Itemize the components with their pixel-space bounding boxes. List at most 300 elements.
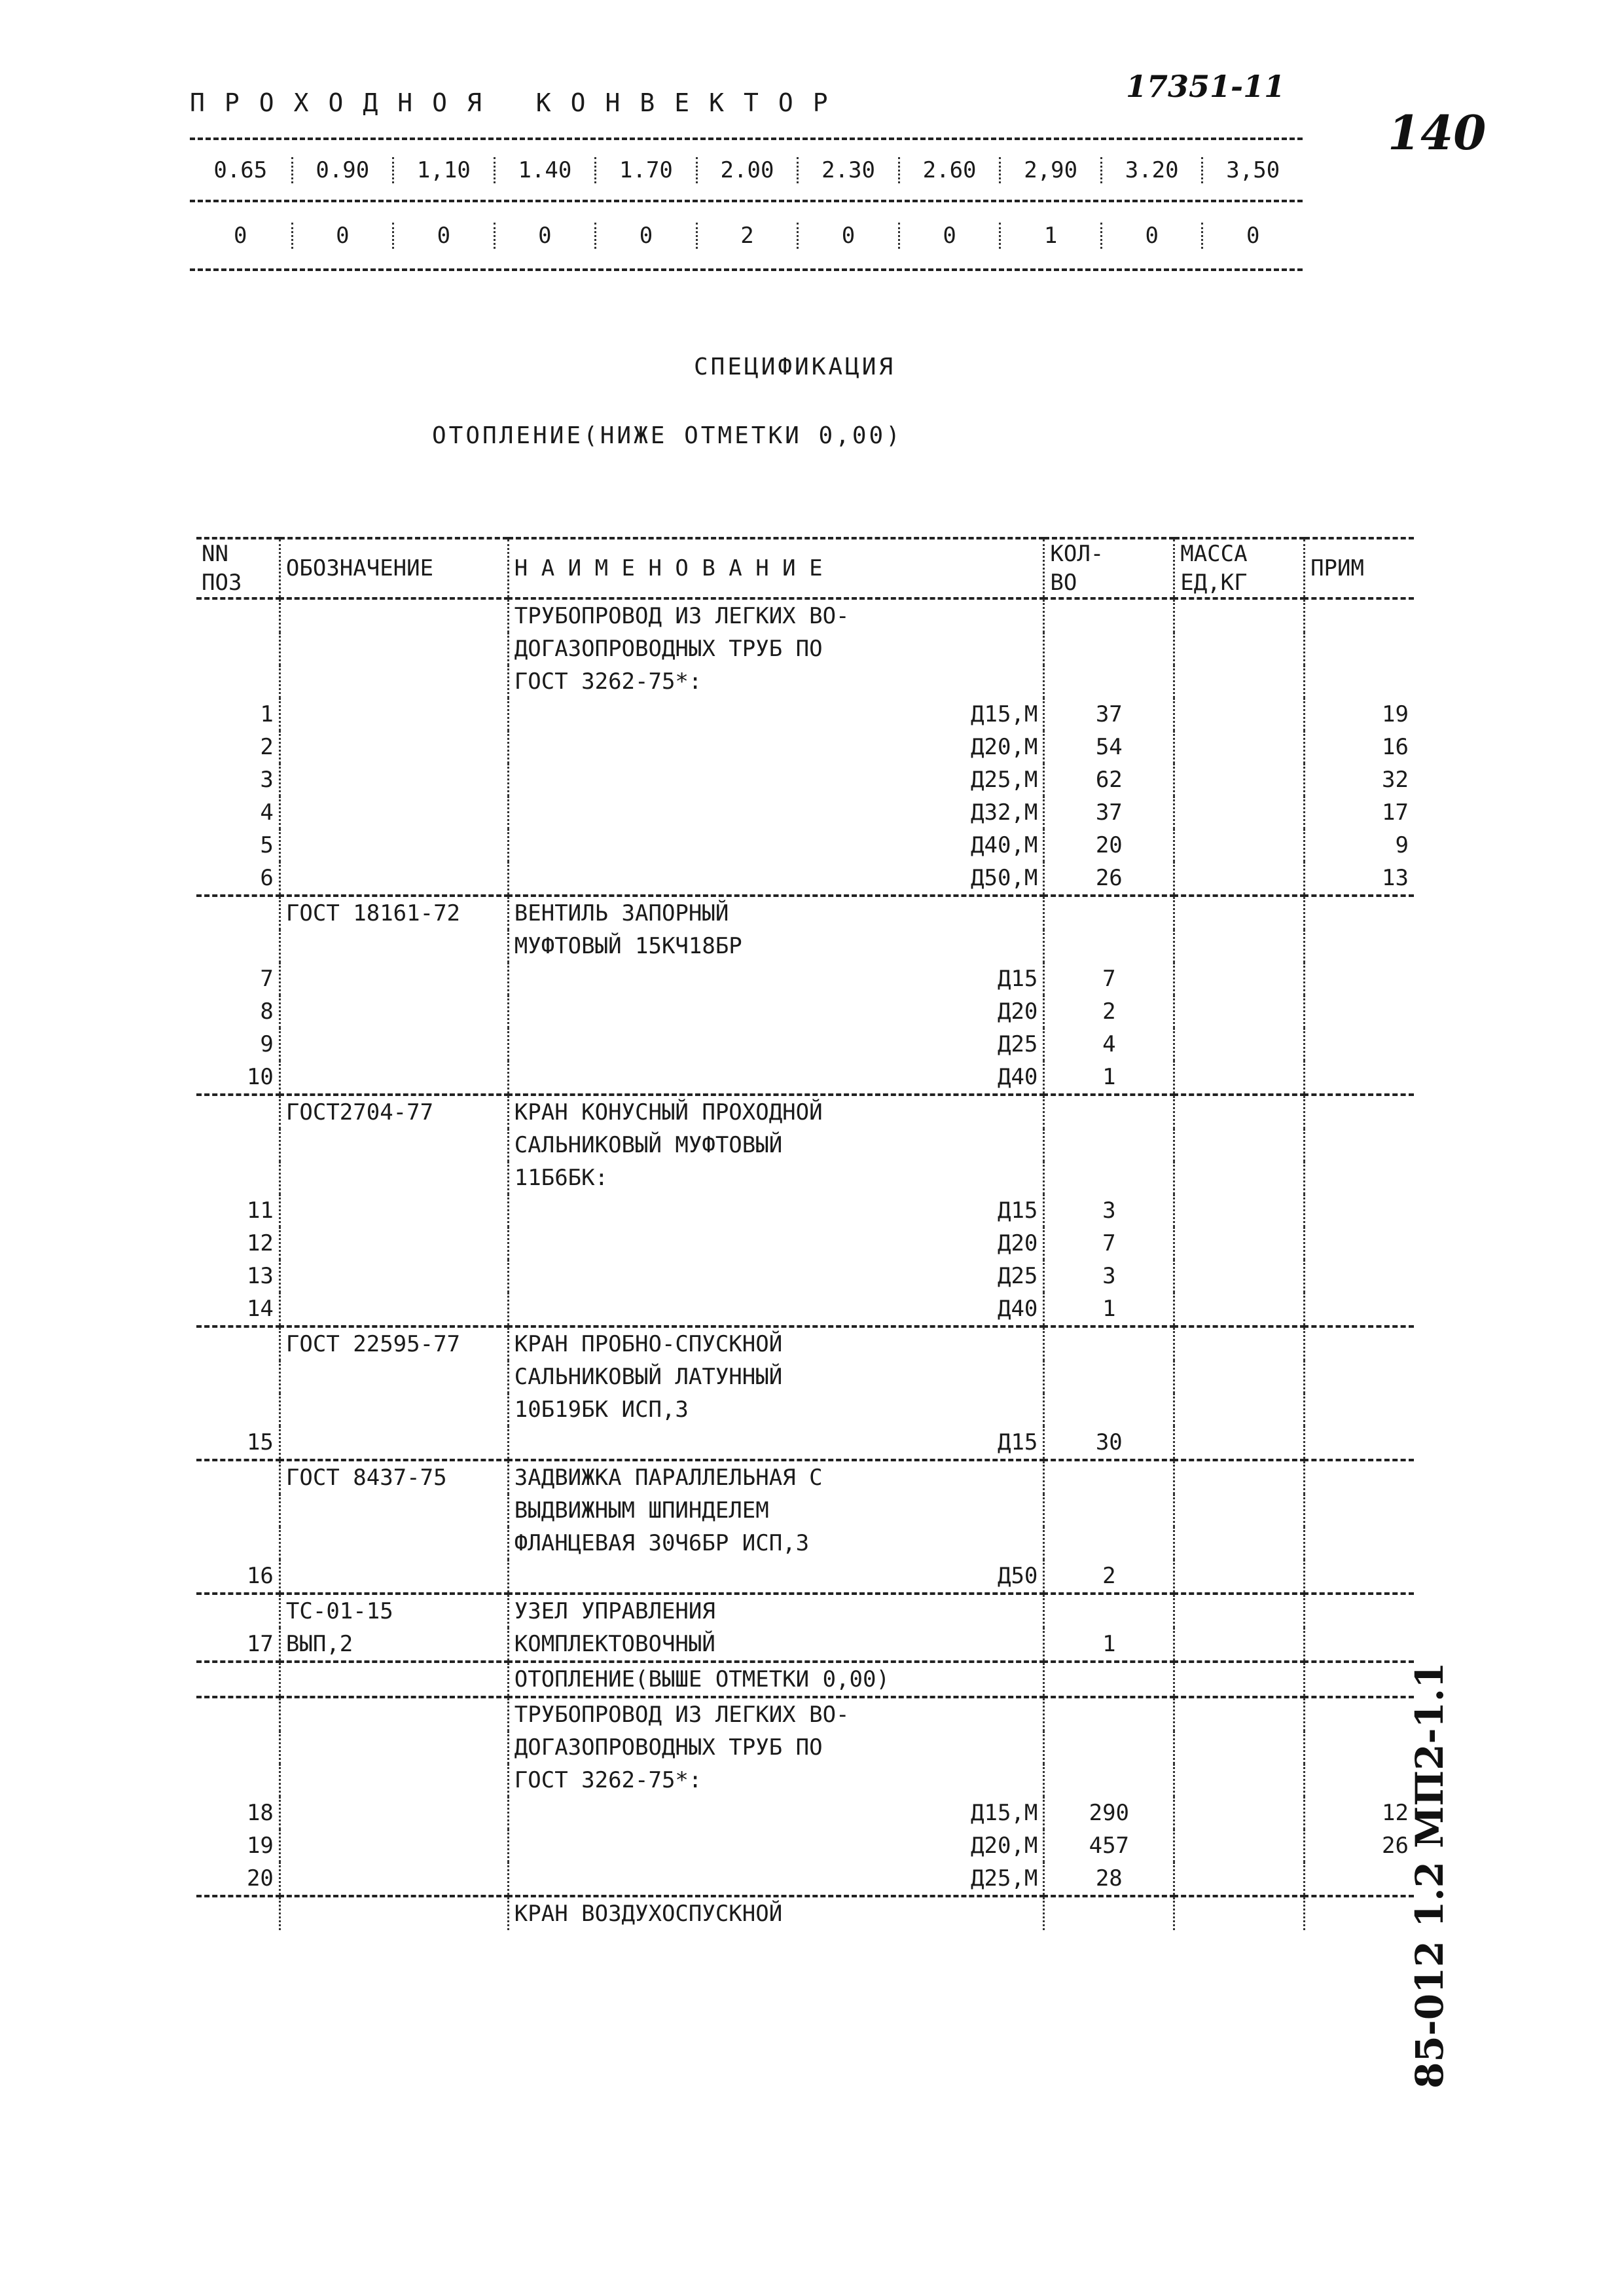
cell-designation: [280, 1663, 508, 1697]
cell-note: [1305, 1426, 1414, 1460]
header-mass: МАССА ЕД,КГ: [1174, 539, 1305, 598]
cell-qty: 37: [1044, 698, 1174, 731]
cell-designation: [280, 665, 508, 698]
cell-qty: [1044, 665, 1174, 698]
cell-pos: 15: [246, 1429, 274, 1455]
cell-pos: [196, 632, 280, 665]
cell-name: [508, 1862, 1044, 1896]
cell-name: [508, 1292, 1044, 1326]
cell-pos: 11: [246, 1197, 274, 1224]
cell-mass: [1174, 632, 1305, 665]
cell-qty: 7: [1044, 1227, 1174, 1260]
cell-name: КРАН КОНУСНЫЙ ПРОХОДНОЙ: [508, 1096, 1044, 1129]
cell-pos: [196, 1096, 280, 1129]
cell-mass: [1174, 1731, 1305, 1764]
cell-designation: [280, 1361, 508, 1393]
table-row: [196, 1797, 1414, 1829]
table-row: [196, 1028, 1414, 1061]
cell-pos: 10: [246, 1064, 274, 1090]
cell-note: [1305, 1028, 1414, 1061]
cell-pos: 9: [260, 1031, 274, 1057]
cell-qty: 37: [1044, 796, 1174, 829]
cell-mass: [1174, 1829, 1305, 1862]
cell-mass: [1174, 1061, 1305, 1095]
cell-name: [508, 1829, 1044, 1862]
table-row: [196, 796, 1414, 829]
convector-size: 1.40: [494, 157, 595, 183]
cell-note: [1305, 1731, 1414, 1764]
cell-qty: 3: [1044, 1194, 1174, 1227]
cell-designation: [280, 731, 508, 763]
cell-note: [1305, 1361, 1414, 1393]
cell-designation: [280, 930, 508, 962]
cell-note: 17: [1305, 796, 1414, 829]
table-row: [196, 600, 1414, 632]
header-designation: ОБОЗНАЧЕНИЕ: [280, 539, 508, 598]
cell-note: [1305, 1764, 1414, 1797]
cell-designation: [280, 1494, 508, 1527]
cell-pos: [196, 897, 280, 930]
cell-qty: 20: [1044, 829, 1174, 862]
cell-pos: [196, 600, 280, 632]
cell-designation: ГОСТ 18161-72: [280, 897, 508, 930]
table-row: [196, 862, 1414, 896]
cell-mass: [1174, 962, 1305, 995]
cell-name: [508, 796, 1044, 829]
cell-mass: [1174, 829, 1305, 862]
cell-designation: [280, 1129, 508, 1161]
cell-designation: [280, 1061, 508, 1095]
cell-mass: [1174, 600, 1305, 632]
cell-qty: [1044, 1764, 1174, 1797]
cell-designation: [280, 1260, 508, 1292]
cell-mass: [1174, 862, 1305, 896]
convector-size: 2.60: [898, 157, 1000, 183]
cell-designation: [280, 1527, 508, 1560]
cell-mass: [1174, 1292, 1305, 1326]
cell-note: [1305, 1461, 1414, 1494]
cell-name: ГОСТ 3262-75*:: [508, 665, 1044, 698]
cell-qty: [1044, 1663, 1174, 1697]
cell-note: [1305, 1663, 1414, 1697]
table-row: [196, 1361, 1414, 1393]
convector-size: 0.65: [213, 157, 268, 183]
cell-qty: [1044, 1361, 1174, 1393]
cell-note: 32: [1305, 763, 1414, 796]
cell-designation: ГОСТ 8437-75: [280, 1461, 508, 1494]
cell-name: ДОГАЗОПРОВОДНЫХ ТРУБ ПО: [508, 632, 1044, 665]
cell-qty: [1044, 930, 1174, 962]
cell-designation: [280, 1028, 508, 1061]
table-row: [196, 1061, 1414, 1095]
cell-mass: [1174, 1426, 1305, 1460]
cell-mass: [1174, 1663, 1305, 1697]
cell-note: [1305, 1292, 1414, 1326]
cell-pos: [196, 1731, 280, 1764]
cell-mass: [1174, 665, 1305, 698]
cell-mass: [1174, 1862, 1305, 1896]
cell-note: 13: [1305, 862, 1414, 896]
cell-qty: 290: [1044, 1797, 1174, 1829]
cell-name: [508, 763, 1044, 796]
cell-note: [1305, 1595, 1414, 1628]
convector-count: 0: [797, 223, 898, 249]
cell-pos: [196, 930, 280, 962]
item-size: Д50: [997, 1563, 1038, 1589]
cell-designation: ГОСТ2704-77: [280, 1096, 508, 1129]
table-row: [196, 698, 1414, 731]
convector-size: 1,10: [392, 157, 494, 183]
cell-qty: 54: [1044, 731, 1174, 763]
item-size: Д15: [997, 1197, 1038, 1224]
item-size: Д25,М: [971, 767, 1038, 793]
cell-qty: 62: [1044, 763, 1174, 796]
cell-note: [1305, 930, 1414, 962]
cell-qty: 2: [1044, 995, 1174, 1028]
document-stamp: 85-012 1.2 МП2-1.1: [1407, 1662, 1452, 2089]
cell-name: САЛЬНИКОВЫЙ ЛАТУННЫЙ: [508, 1361, 1044, 1393]
cell-note: [1305, 1628, 1414, 1662]
cell-note: [1305, 1494, 1414, 1527]
cell-name: ЗАДВИЖКА ПАРАЛЛЕЛЬНАЯ С: [508, 1461, 1044, 1494]
table-row: [196, 1595, 1414, 1628]
convector-count: 0: [594, 223, 696, 249]
cell-name: КОМПЛЕКТОВОЧНЫЙ: [508, 1628, 1044, 1662]
cell-note: [1305, 1194, 1414, 1227]
cell-designation: [280, 1161, 508, 1194]
cell-designation: [280, 1426, 508, 1460]
table-row: [196, 1698, 1414, 1731]
table-row: [196, 1494, 1414, 1527]
cell-note: [1305, 1161, 1414, 1194]
convector-size: 3.20: [1100, 157, 1202, 183]
cell-pos: [196, 1698, 280, 1731]
convector-count: 0: [494, 223, 595, 249]
cell-name: ОТОПЛЕНИЕ(ВЫШЕ ОТМЕТКИ 0,00): [508, 1663, 1044, 1697]
cell-pos: [196, 1393, 280, 1426]
cell-note: [1305, 1393, 1414, 1426]
cell-name: [508, 698, 1044, 731]
header-pos: NN ПОЗ: [202, 541, 242, 596]
cell-qty: [1044, 632, 1174, 665]
cell-pos: 14: [246, 1296, 274, 1322]
cell-name: ГОСТ 3262-75*:: [508, 1764, 1044, 1797]
cell-mass: [1174, 1494, 1305, 1527]
cell-designation: ВЫП,2: [280, 1628, 508, 1662]
convector-count: 0: [392, 223, 494, 249]
cell-name: [508, 995, 1044, 1028]
convector-count: 0: [234, 223, 247, 249]
cell-mass: [1174, 796, 1305, 829]
cell-note: 16: [1305, 731, 1414, 763]
cell-name: УЗЕЛ УПРАВЛЕНИЯ: [508, 1595, 1044, 1628]
cell-qty: 457: [1044, 1829, 1174, 1862]
cell-pos: [196, 1527, 280, 1560]
table-row: [196, 1862, 1414, 1896]
item-size: Д20,М: [971, 734, 1038, 760]
cell-note: [1305, 1698, 1414, 1731]
cell-mass: [1174, 731, 1305, 763]
cell-pos: 16: [246, 1563, 274, 1589]
cell-designation: [280, 1862, 508, 1896]
header-note: ПРИМ: [1305, 539, 1414, 598]
cell-qty: [1044, 1698, 1174, 1731]
cell-name: КРАН ПРОБНО-СПУСКНОЙ: [508, 1328, 1044, 1361]
cell-pos: 13: [246, 1263, 274, 1289]
table-row: [196, 1829, 1414, 1862]
cell-note: [1305, 1129, 1414, 1161]
cell-pos: 1: [260, 701, 274, 727]
cell-mass: [1174, 930, 1305, 962]
cell-qty: 4: [1044, 1028, 1174, 1061]
item-size: Д25,М: [971, 1865, 1038, 1892]
cell-note: [1305, 1897, 1414, 1930]
cell-name: [508, 962, 1044, 995]
cell-designation: [280, 1194, 508, 1227]
cell-qty: 1: [1044, 1628, 1174, 1662]
cell-mass: [1174, 1328, 1305, 1361]
cell-name: [508, 1797, 1044, 1829]
cell-note: [1305, 1862, 1414, 1896]
table-row: [196, 1129, 1414, 1161]
cell-mass: [1174, 1393, 1305, 1426]
cell-mass: [1174, 1897, 1305, 1930]
table-row: [196, 1227, 1414, 1260]
convector-size: 1.70: [594, 157, 696, 183]
table-row: [196, 1897, 1414, 1930]
cell-qty: [1044, 1129, 1174, 1161]
cell-qty: [1044, 897, 1174, 930]
cell-pos: 20: [246, 1865, 274, 1892]
handwritten-page-number: 140: [1388, 105, 1487, 160]
cell-pos: 12: [246, 1230, 274, 1256]
table-row: [196, 1628, 1414, 1662]
cell-pos: [196, 1161, 280, 1194]
cell-designation: [280, 862, 508, 896]
rule: [190, 268, 1303, 271]
cell-mass: [1174, 763, 1305, 796]
cell-pos: 6: [260, 865, 274, 891]
cell-qty: 3: [1044, 1260, 1174, 1292]
table-row: [196, 1260, 1414, 1292]
cell-designation: [280, 1897, 508, 1930]
table-row: [196, 763, 1414, 796]
cell-name: [508, 862, 1044, 896]
cell-designation: [280, 1393, 508, 1426]
cell-name: ТРУБОПРОВОД ИЗ ЛЕГКИХ ВО-: [508, 600, 1044, 632]
rule: [190, 137, 1303, 140]
cell-qty: [1044, 600, 1174, 632]
convector-size: 2.00: [696, 157, 797, 183]
cell-designation: [280, 962, 508, 995]
item-size: Д20: [997, 1230, 1038, 1256]
cell-designation: ТС-01-15: [280, 1595, 508, 1628]
cell-note: 12: [1305, 1797, 1414, 1829]
cell-qty: 28: [1044, 1862, 1174, 1896]
cell-pos: [196, 1897, 280, 1930]
cell-designation: [280, 1698, 508, 1731]
cell-mass: [1174, 1764, 1305, 1797]
cell-name: 10Б19БК ИСП,3: [508, 1393, 1044, 1426]
cell-name: КРАН ВОЗДУХОСПУСКНОЙ: [508, 1897, 1044, 1930]
item-size: Д15,М: [971, 701, 1038, 727]
cell-qty: [1044, 1161, 1174, 1194]
cell-designation: [280, 1797, 508, 1829]
cell-mass: [1174, 1797, 1305, 1829]
cell-mass: [1174, 897, 1305, 930]
cell-note: 9: [1305, 829, 1414, 862]
cell-note: [1305, 632, 1414, 665]
item-size: Д40,М: [971, 832, 1038, 858]
table-row: [196, 1292, 1414, 1326]
item-size: Д15: [997, 966, 1038, 992]
table-row: [196, 962, 1414, 995]
cell-qty: 30: [1044, 1426, 1174, 1460]
cell-mass: [1174, 1361, 1305, 1393]
table-row: [196, 731, 1414, 763]
cell-name: ФЛАНЦЕВАЯ 30Ч6БР ИСП,3: [508, 1527, 1044, 1560]
table-row: [196, 1731, 1414, 1764]
cell-pos: [196, 1361, 280, 1393]
cell-mass: [1174, 995, 1305, 1028]
cell-name: [508, 731, 1044, 763]
section-title: ОТОПЛЕНИЕ(НИЖЕ ОТМЕТКИ 0,00): [432, 422, 903, 449]
cell-qty: [1044, 1527, 1174, 1560]
cell-qty: 26: [1044, 862, 1174, 896]
cell-designation: [280, 1292, 508, 1326]
table-row: [196, 665, 1414, 698]
cell-designation: ГОСТ 22595-77: [280, 1328, 508, 1361]
cell-name: [508, 1061, 1044, 1095]
convector-size: 0.90: [291, 157, 393, 183]
cell-name: ДОГАЗОПРОВОДНЫХ ТРУБ ПО: [508, 1731, 1044, 1764]
item-size: Д40: [997, 1064, 1038, 1090]
table-row: [196, 1663, 1414, 1697]
convector-size: 2.30: [797, 157, 898, 183]
cell-qty: 1: [1044, 1292, 1174, 1326]
table-row: [196, 829, 1414, 862]
cell-mass: [1174, 1560, 1305, 1594]
cell-designation: [280, 1829, 508, 1862]
cell-note: [1305, 1560, 1414, 1594]
header-name: Н А И М Е Н О В А Н И Е: [508, 539, 1044, 598]
cell-note: 19: [1305, 698, 1414, 731]
table-row: [196, 1527, 1414, 1560]
table-row: [196, 995, 1414, 1028]
cell-name: ВЫДВИЖНЫМ ШПИНДЕЛЕМ: [508, 1494, 1044, 1527]
cell-name: [508, 1194, 1044, 1227]
item-size: Д40: [997, 1296, 1038, 1322]
table-row: [196, 632, 1414, 665]
cell-name: 11Б6БК:: [508, 1161, 1044, 1194]
cell-mass: [1174, 1161, 1305, 1194]
table-row: [196, 1764, 1414, 1797]
cell-qty: [1044, 1731, 1174, 1764]
cell-note: [1305, 1227, 1414, 1260]
table-row: [196, 930, 1414, 962]
cell-note: 26: [1305, 1829, 1414, 1862]
cell-qty: 7: [1044, 962, 1174, 995]
item-size: Д20: [997, 998, 1038, 1025]
item-size: Д25: [997, 1031, 1038, 1057]
cell-designation: [280, 829, 508, 862]
cell-designation: [280, 1560, 508, 1594]
convector-size: 3,50: [1201, 157, 1303, 183]
specification-table: [196, 537, 1414, 1930]
cell-mass: [1174, 1194, 1305, 1227]
cell-name: ТРУБОПРОВОД ИЗ ЛЕГКИХ ВО-: [508, 1698, 1044, 1731]
cell-pos: [196, 1129, 280, 1161]
table-row: [196, 1560, 1414, 1594]
convector-count: 0: [1201, 223, 1303, 249]
cell-mass: [1174, 1461, 1305, 1494]
cell-pos: 17: [246, 1631, 274, 1657]
cell-name: [508, 1227, 1044, 1260]
cell-qty: [1044, 1461, 1174, 1494]
cell-qty: [1044, 1096, 1174, 1129]
table-row: [196, 1096, 1414, 1129]
rule: [190, 200, 1303, 202]
cell-name: [508, 1560, 1044, 1594]
cell-note: [1305, 665, 1414, 698]
cell-designation: [280, 796, 508, 829]
item-size: Д15,М: [971, 1800, 1038, 1826]
cell-mass: [1174, 1628, 1305, 1662]
cell-note: [1305, 962, 1414, 995]
cell-name: [508, 1028, 1044, 1061]
cell-designation: [280, 698, 508, 731]
convector-count: 0: [898, 223, 1000, 249]
cell-pos: [196, 1494, 280, 1527]
table-row: [196, 1393, 1414, 1426]
cell-qty: [1044, 1494, 1174, 1527]
cell-designation: [280, 995, 508, 1028]
item-size: Д50,М: [971, 865, 1038, 891]
table-row: [196, 1194, 1414, 1227]
cell-name: [508, 829, 1044, 862]
cell-pos: 8: [260, 998, 274, 1025]
convector-count: 2: [696, 223, 797, 249]
cell-pos: [196, 1663, 280, 1697]
cell-qty: [1044, 1897, 1174, 1930]
cell-note: [1305, 1096, 1414, 1129]
cell-designation: [280, 600, 508, 632]
cell-qty: [1044, 1328, 1174, 1361]
cell-qty: [1044, 1393, 1174, 1426]
spec-title: СПЕЦИФИКАЦИЯ: [694, 354, 896, 380]
cell-pos: 4: [260, 799, 274, 826]
cell-qty: [1044, 1595, 1174, 1628]
cell-name: [508, 1260, 1044, 1292]
cell-mass: [1174, 1028, 1305, 1061]
cell-pos: [196, 665, 280, 698]
cell-pos: [196, 1328, 280, 1361]
cell-name: САЛЬНИКОВЫЙ МУФТОВЫЙ: [508, 1129, 1044, 1161]
convector-title: ПРОХОДНОЯ КОНВЕКТОР: [190, 88, 848, 117]
cell-pos: 19: [246, 1833, 274, 1859]
cell-pos: 3: [260, 767, 274, 793]
handwritten-doc-number: 17351-11: [1126, 69, 1286, 104]
cell-mass: [1174, 1096, 1305, 1129]
cell-pos: 18: [246, 1800, 274, 1826]
header-qty: КОЛ- ВО: [1044, 539, 1174, 598]
cell-pos: 2: [260, 734, 274, 760]
table-header: [196, 539, 1414, 598]
cell-mass: [1174, 1260, 1305, 1292]
item-size: Д25: [997, 1263, 1038, 1289]
cell-mass: [1174, 1595, 1305, 1628]
item-size: Д20,М: [971, 1833, 1038, 1859]
